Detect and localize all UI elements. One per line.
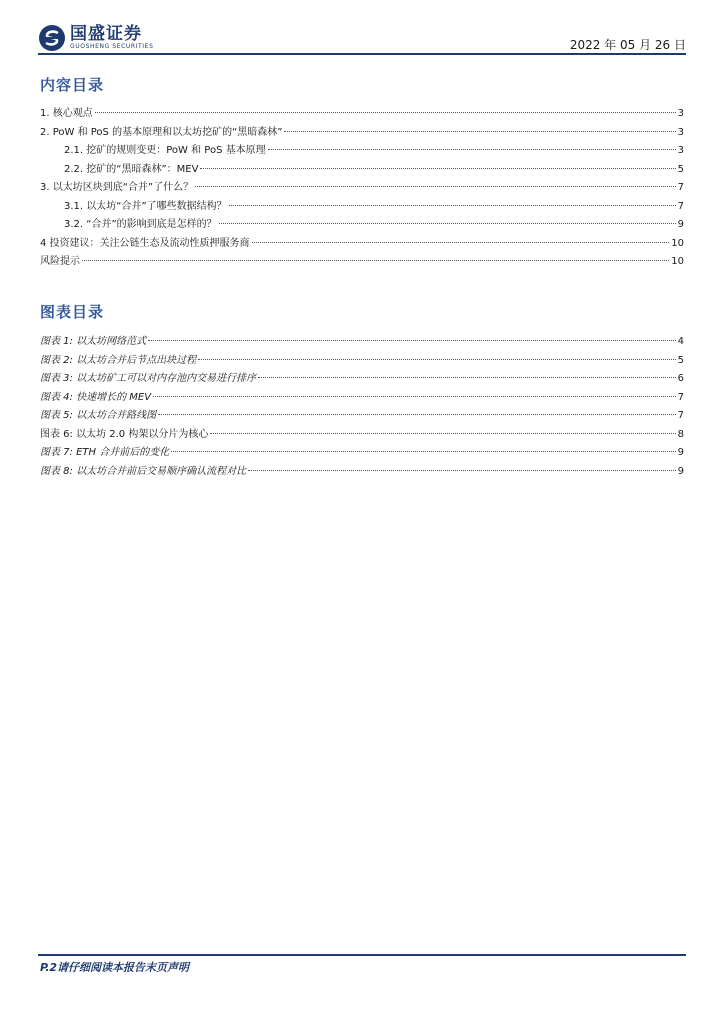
figure-label: 图表 4: 快速增长的 MEV [40, 391, 152, 403]
toc-page: 5 [677, 163, 684, 175]
toc-label: 风险提示 [40, 256, 80, 267]
figure-page: 8 [677, 428, 684, 440]
figure-row-3[interactable] [40, 369, 684, 388]
toc-row-3-2[interactable] [40, 215, 684, 234]
toc-row-2-1[interactable] [40, 141, 684, 160]
dot-leader [153, 396, 676, 397]
page-header [38, 22, 686, 54]
toc-row-2[interactable] [40, 123, 684, 142]
dot-leader [195, 186, 676, 187]
toc-label: 2. PoW 和 PoS 的基本原理和以太坊挖矿的“黑暗森林” [40, 126, 283, 138]
figure-row-2[interactable] [40, 351, 684, 370]
toc-page: 10 [671, 256, 684, 267]
dot-leader [210, 433, 675, 434]
figure-row-5[interactable] [40, 406, 684, 425]
figure-label: 图表 3: 以太坊矿工可以对内存池内交易进行排序 [40, 373, 257, 384]
figure-page: 9 [677, 447, 684, 458]
footer-disclaimer: P.2请仔细阅读本报告末页声明 [40, 961, 190, 974]
toc-label: 1. 核心观点 [40, 108, 93, 119]
figure-label: 图表 2: 以太坊合并后节点出块过程 [40, 354, 197, 366]
toc-page: 3 [677, 126, 684, 138]
toc-label: 3. 以太坊区块到底“合并”了什么？ [40, 182, 194, 193]
toc-page: 7 [677, 200, 684, 212]
toc-page: 9 [677, 219, 684, 230]
figures-title: 图表目录 [40, 303, 105, 321]
dot-leader [171, 451, 675, 452]
dot-leader [219, 223, 676, 224]
figure-page: 7 [677, 410, 684, 421]
dot-leader [248, 470, 676, 471]
toc-page: 3 [677, 145, 684, 156]
toc-label: 4 投资建议：关注公链生态及流动性质押服务商 [40, 237, 250, 249]
dot-leader [252, 242, 670, 243]
contents-list [40, 104, 684, 271]
dot-leader [258, 377, 676, 378]
header-divider [38, 53, 686, 55]
dot-leader [95, 112, 676, 113]
dot-leader [200, 168, 675, 169]
toc-row-2-2[interactable] [40, 160, 684, 179]
footer-divider [38, 954, 686, 956]
logo-text-cn: 国盛证券 [70, 24, 142, 44]
dot-leader [198, 359, 676, 360]
dot-leader [148, 340, 676, 341]
figure-row-4[interactable] [40, 388, 684, 407]
toc-row-1[interactable] [40, 104, 684, 123]
toc-label: 2.1. 挖矿的规则变更：PoW 和 PoS 基本原理 [64, 145, 266, 156]
toc-label: 3.2. “合并”的影响到底是怎样的？ [64, 219, 217, 230]
figure-row-6[interactable] [40, 425, 684, 444]
toc-page: 10 [671, 237, 684, 249]
figure-page: 5 [677, 354, 684, 366]
dot-leader [268, 149, 676, 150]
toc-label: 3.1. 以太坊“合并”了哪些数据结构？ [64, 200, 227, 212]
toc-row-3[interactable] [40, 178, 684, 197]
guosheng-logo-icon [38, 24, 66, 52]
toc-row-4[interactable] [40, 234, 684, 253]
logo-text-en: GUOSHENG SECURITIES [70, 43, 154, 50]
figure-label: 图表 7: ETH 合并前后的变化 [40, 447, 170, 458]
toc-label: 2.2. 挖矿的“黑暗森林”：MEV [64, 163, 199, 175]
figure-page: 7 [677, 391, 684, 403]
figure-label: 图表 5: 以太坊合并路线图 [40, 410, 157, 421]
figure-label: 图表 8: 以太坊合并前后交易顺序确认流程对比 [40, 465, 247, 477]
figures-list [40, 332, 684, 480]
figure-row-8[interactable] [40, 462, 684, 481]
dot-leader [284, 131, 675, 132]
figure-page: 4 [677, 336, 684, 347]
figure-row-1[interactable] [40, 332, 684, 351]
figure-page: 6 [677, 373, 684, 384]
report-date: 2022 年 05 月 26 日 [569, 38, 686, 52]
figure-page: 9 [677, 465, 684, 477]
dot-leader [82, 260, 669, 261]
contents-title: 内容目录 [40, 76, 105, 94]
dot-leader [158, 414, 676, 415]
toc-page: 3 [677, 108, 684, 119]
company-logo [38, 22, 153, 54]
figure-label: 图表 6: 以太坊 2.0 构架以分片为核心 [40, 428, 209, 440]
toc-row-3-1[interactable] [40, 197, 684, 216]
toc-row-risk[interactable] [40, 252, 684, 271]
dot-leader [229, 205, 676, 206]
figure-row-7[interactable] [40, 443, 684, 462]
toc-page: 7 [677, 182, 684, 193]
figure-label: 图表 1: 以太坊网络范式 [40, 336, 147, 347]
